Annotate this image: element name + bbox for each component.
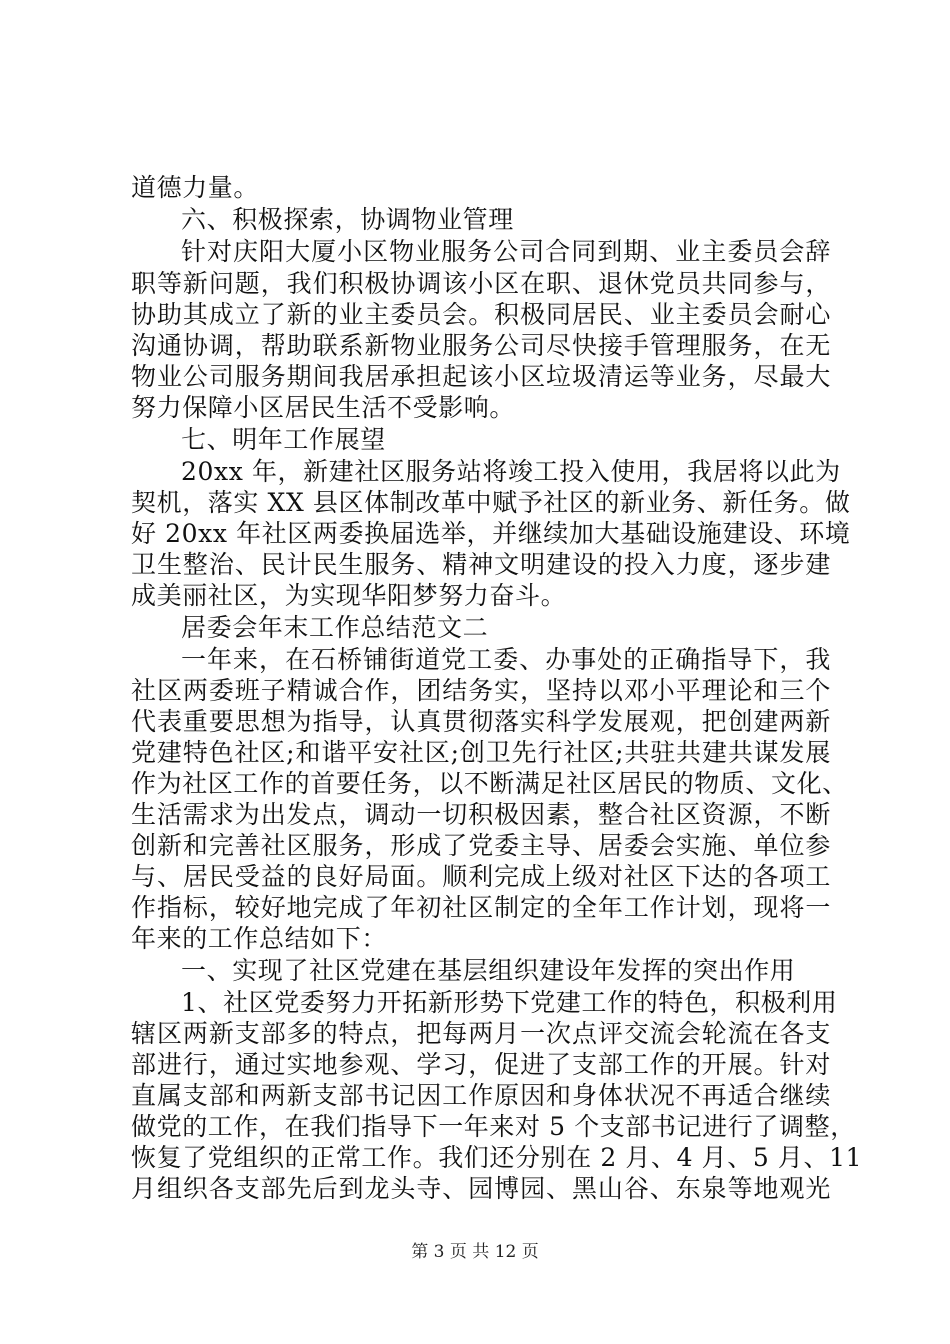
text-line: 生活需求为出发点，调动一切积极因素，整合社区资源，不断 [131,800,831,829]
text-line: 与、居民受益的良好局面。顺利完成上级对社区下达的各项工 [131,862,831,891]
text-line: 道德力量。 [131,173,260,202]
text-line: 针对庆阳大厦小区物业服务公司合同到期、业主委员会辞 [181,237,831,266]
text-line: 物业公司服务期间我居承担起该小区垃圾清运等业务，尽最大 [131,362,831,391]
section-heading: 六、积极探索，协调物业管理 [181,205,514,234]
text-line: 努力保障小区居民生活不受影响。 [131,393,516,422]
text-line: 沟通协调，帮助联系新物业服务公司尽快接手管理服务，在无 [131,331,831,360]
text-line: 作为社区工作的首要任务，以不断满足社区居民的物质、文化、 [131,769,848,798]
text-line: 好 20xx 年社区两委换届选举，并继续加大基础设施建设、环境 [131,519,851,548]
text-line: 部进行，通过实地参观、学习，促进了支部工作的开展。针对 [131,1050,831,1079]
text-line: 契机，落实 XX 县区体制改革中赋予社区的新业务、新任务。做 [131,488,851,517]
text-line: 成美丽社区，为实现华阳梦努力奋斗。 [131,581,567,610]
text-line: 职等新问题，我们积极协调该小区在职、退休党员共同参与， [131,269,831,298]
page-number: 第 3 页 共 12 页 [411,1242,539,1262]
text-line: 社区两委班子精诚合作，团结务实，坚持以邓小平理论和三个 [131,676,831,705]
section-heading: 七、明年工作展望 [181,425,386,454]
text-line: 代表重要思想为指导，认真贯彻落实科学发展观，把创建两新 [131,707,831,736]
text-line: 月组织各支部先后到龙头寺、园博园、黑山谷、东泉等地观光 [131,1174,831,1203]
text-line: 创新和完善社区服务，形成了党委主导、居委会实施、单位参 [131,831,831,860]
text-line: 20xx 年，新建社区服务站将竣工投入使用，我居将以此为 [181,457,841,486]
section-heading: 一、实现了社区党建在基层组织建设年发挥的突出作用 [181,956,796,985]
text-line: 党建特色社区;和谐平安社区;创卫先行社区;共驻共建共谋发展 [131,738,831,767]
section-title: 居委会年末工作总结范文二 [181,613,489,642]
text-line: 年来的工作总结如下： [131,924,388,953]
text-line: 卫生整治、民计民生服务、精神文明建设的投入力度，逐步建 [131,550,831,579]
text-line: 一年来，在石桥铺街道党工委、办事处的正确指导下，我 [181,645,831,674]
text-line: 作指标，较好地完成了年初社区制定的全年工作计划，现将一 [131,893,831,922]
text-line: 1、社区党委努力开拓新形势下党建工作的特色，积极利用 [181,988,838,1017]
text-line: 做党的工作，在我们指导下一年来对 5 个支部书记进行了调整， [131,1112,856,1141]
text-line: 辖区两新支部多的特点，把每两月一次点评交流会轮流在各支 [131,1019,831,1048]
text-line: 恢复了党组织的正常工作。我们还分别在 2 月、4 月、5 月、11 [131,1143,863,1172]
text-line: 直属支部和两新支部书记因工作原因和身体状况不再适合继续 [131,1081,831,1110]
text-line: 协助其成立了新的业主委员会。积极同居民、业主委员会耐心 [131,300,831,329]
